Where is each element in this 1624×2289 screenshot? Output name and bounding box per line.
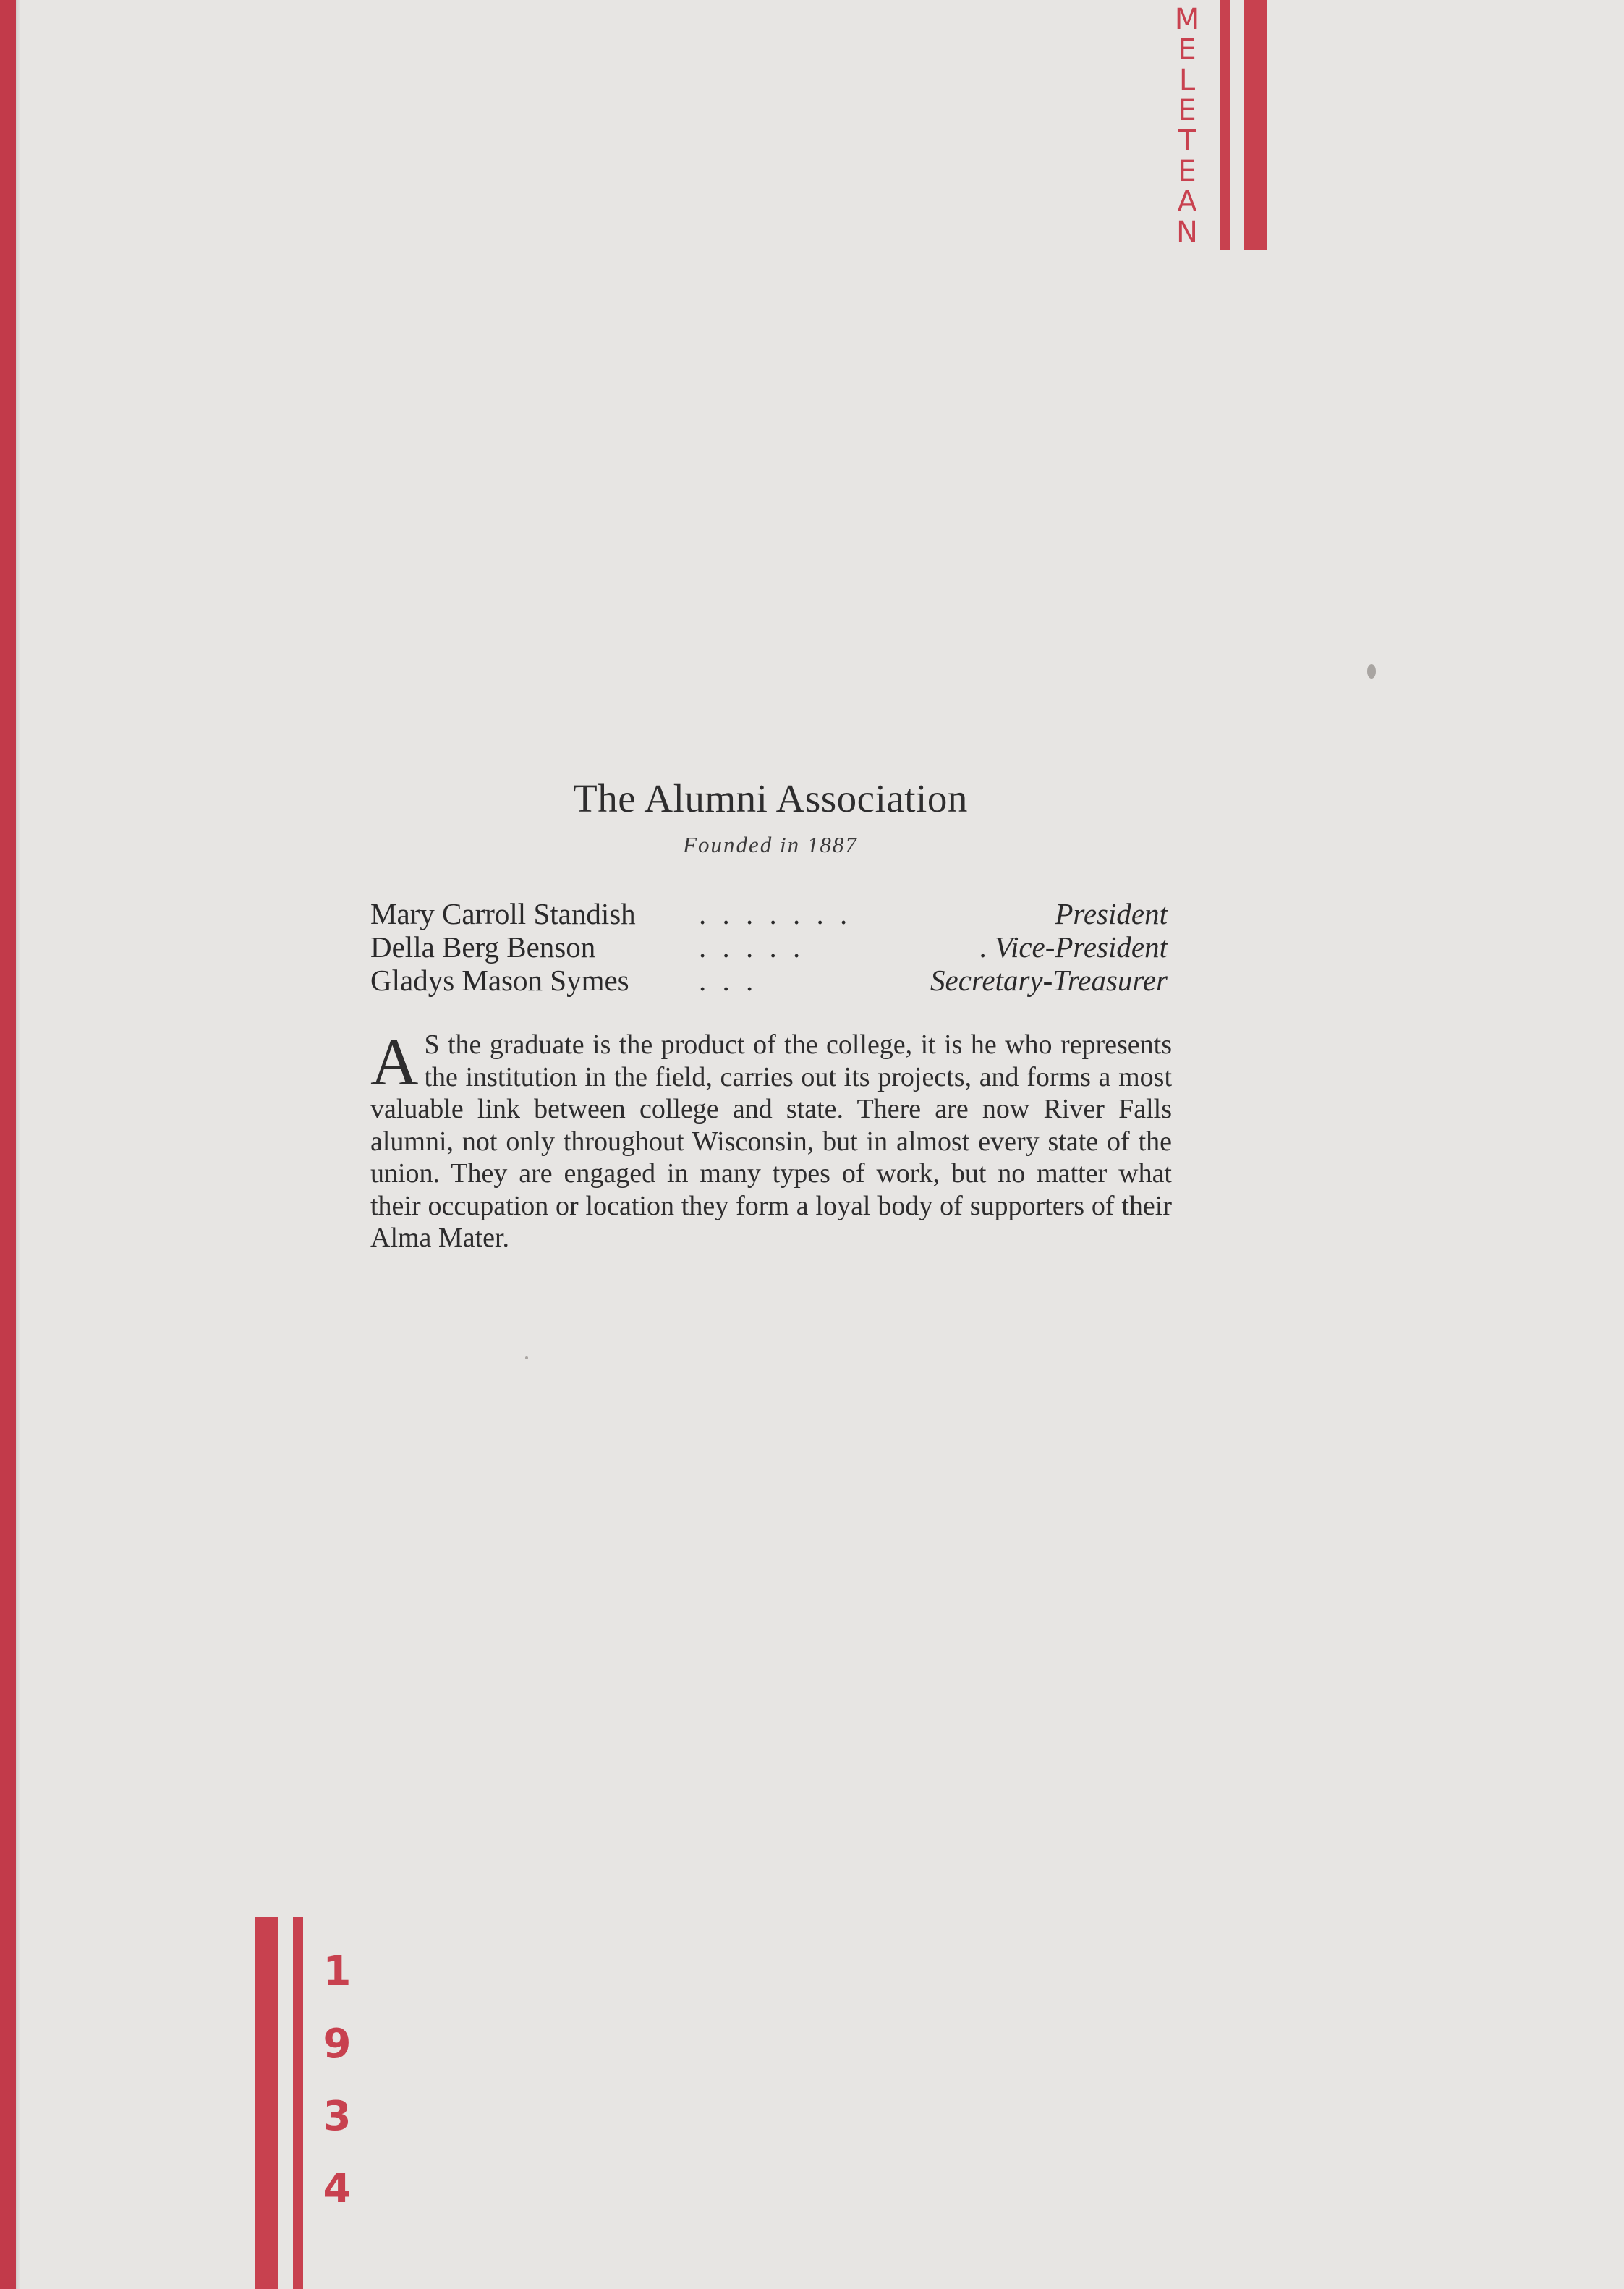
paragraph-text: S the graduate is the product of the college, it is he who represents the institution in the field, carries out its projects, and forms a most valuable link between college and state. There are now River Falls alumni, not only throughout Wisconsin, but in almost every state of the union. They are engaged in many types of work, but no matter what their occupation or location they form a loyal body of supporters of their Alma Mater. (370, 1029, 1172, 1253)
officer-row (370, 897, 1168, 930)
decorative-bar-thin-bottom (293, 1917, 303, 2289)
officer-title: Secretary-Treasurer (930, 964, 1168, 997)
officer-name: Della Berg Benson (370, 930, 596, 964)
decorative-bar-thin-top (1220, 0, 1230, 250)
page-binding-shadow (16, 0, 20, 2289)
officer-row (370, 964, 1168, 997)
meletean-letter: N (1176, 216, 1198, 249)
page-binding-edge (0, 0, 16, 2289)
leader-dots: . . . . . . . (699, 897, 852, 930)
officers-list (370, 897, 1168, 997)
paper-speck (525, 1356, 528, 1359)
officer-title: . Vice-President (979, 930, 1168, 964)
meletean-letter: E (1178, 94, 1196, 127)
year-digit: 1 (323, 1948, 352, 1995)
page-subtitle: Founded in 1887 (683, 832, 858, 857)
paper-speck (1367, 664, 1376, 679)
body-paragraph (370, 1025, 1172, 1254)
page-title: The Alumni Association (573, 776, 968, 820)
meletean-letter: E (1178, 33, 1196, 67)
officer-row (370, 930, 1168, 964)
year-digit: 9 (323, 2021, 352, 2068)
drop-cap: A (370, 1025, 419, 1099)
leader-dots: . . . . . (699, 930, 805, 964)
officer-name: Mary Carroll Standish (370, 897, 636, 930)
year-vertical-label (315, 1936, 359, 2225)
year-digit: 4 (323, 2165, 352, 2212)
year-digit: 3 (323, 2093, 352, 2140)
officer-title: President (1055, 897, 1168, 930)
decorative-bar-thick-bottom (255, 1917, 278, 2289)
decorative-bar-thick-top (1244, 0, 1267, 250)
leader-dots: . . . (699, 964, 758, 997)
meletean-vertical-label (1168, 4, 1207, 247)
meletean-letter: A (1177, 185, 1197, 218)
officer-name: Gladys Mason Symes (370, 964, 629, 997)
meletean-letter: T (1178, 124, 1196, 158)
meletean-letter: E (1178, 155, 1196, 188)
meletean-letter: L (1178, 64, 1196, 97)
meletean-letter: M (1174, 3, 1200, 36)
